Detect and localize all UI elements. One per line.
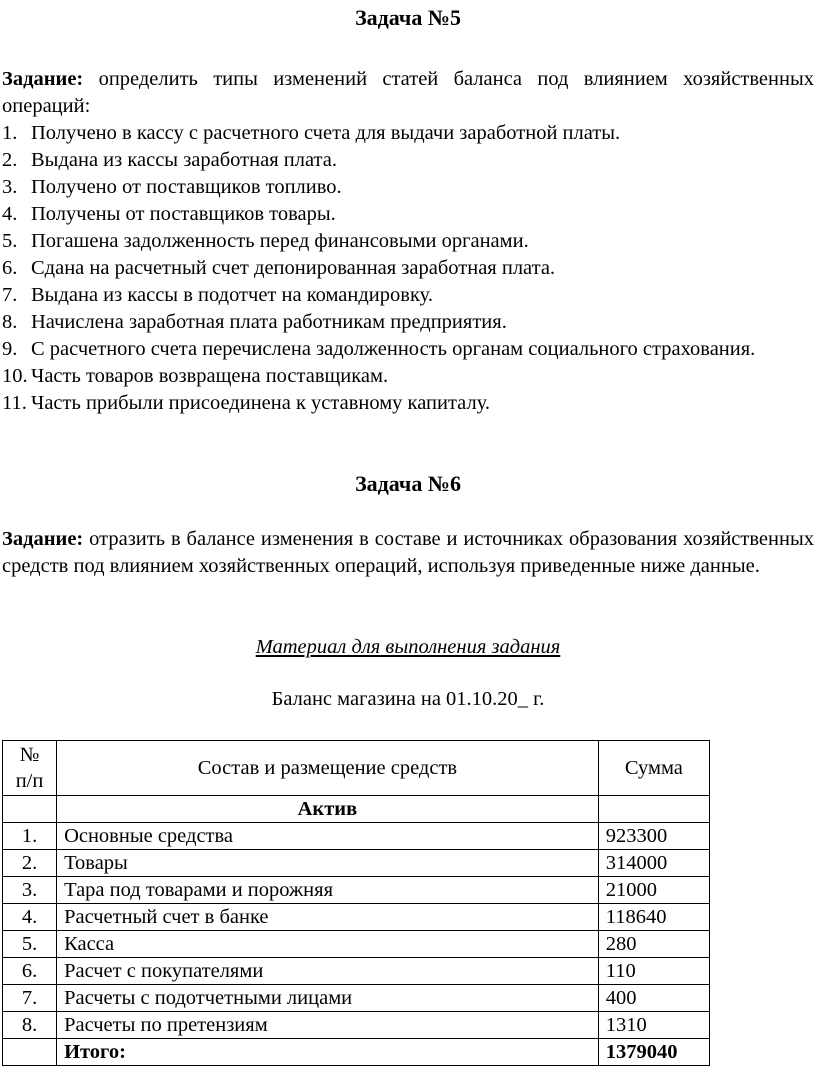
table-row: 2. Товары 314000	[3, 850, 710, 877]
table-row: 3. Тара под товарами и порожняя 21000	[3, 877, 710, 904]
table-header-row	[3, 741, 710, 796]
task5-assignment	[2, 66, 814, 120]
total-sum: 1379040	[605, 1040, 678, 1063]
column-header-name: Состав и размещение средств	[57, 741, 599, 796]
table-row: 5. Касса 280	[3, 931, 710, 958]
list-item: 6. Сдана на расчетный счет депонированная заработная плата.	[2, 257, 556, 279]
task5-label: Задание:	[2, 68, 84, 90]
list-item: 10. Часть товаров возвращена поставщикам.	[2, 365, 389, 387]
table-total-row	[3, 1039, 710, 1066]
task5-operations-list	[2, 120, 814, 417]
material-heading: Материал для выполнения задания	[255, 636, 561, 658]
table-row: 4. Расчетный счет в банке 118640	[3, 904, 710, 931]
task6-label: Задание:	[2, 528, 84, 550]
balance-caption: Баланс магазина на 01.10.20_ г.	[271, 688, 545, 710]
task6-title: Задача №6	[355, 471, 461, 496]
list-item: 5. Погашена задолженность перед финансовыми органами.	[2, 230, 529, 252]
table-row: 7. Расчеты с подотчетными лицами 400	[3, 985, 710, 1012]
list-item: 2. Выдана из кассы заработная плата.	[2, 149, 337, 171]
balance-table	[2, 740, 710, 1066]
column-header-number: № п/п	[3, 741, 57, 796]
task6-assignment	[2, 526, 814, 580]
list-item: 8. Начислена заработная плата работникам предприятия.	[2, 311, 507, 333]
list-item: 1. Получено в кассу с расчетного счета для выдачи заработной платы.	[2, 122, 621, 144]
section-label: Актив	[297, 797, 358, 820]
list-item: 4. Получены от поставщиков товары.	[2, 203, 336, 225]
section-row-active	[3, 796, 710, 823]
table-row: 8. Расчеты по претензиям 1310	[3, 1012, 710, 1039]
task5-text: определить типы изменений статей баланса под влиянием хозяйственных операций:	[2, 68, 814, 117]
task6-text: отразить в балансе изменения в составе и источниках образования хозяйственных средств под влиянием хозяйственных операций, используя приведенные ниже данные.	[2, 528, 814, 577]
total-label: Итого:	[64, 1040, 126, 1063]
task5-title: Задача №5	[355, 5, 461, 30]
list-item: 9. С расчетного счета перечислена задолженность органам социального страхования.	[2, 338, 756, 360]
list-item: 11. Часть прибыли присоединена к уставному капиталу.	[2, 392, 491, 414]
table-row: 1. Основные средства 923300	[3, 823, 710, 850]
column-header-sum: Сумма	[598, 741, 709, 796]
list-item: 3. Получено от поставщиков топливо.	[2, 176, 342, 198]
list-item: 7. Выдана из кассы в подотчет на командировку.	[2, 284, 433, 306]
table-row: 6. Расчет с покупателями 110	[3, 958, 710, 985]
